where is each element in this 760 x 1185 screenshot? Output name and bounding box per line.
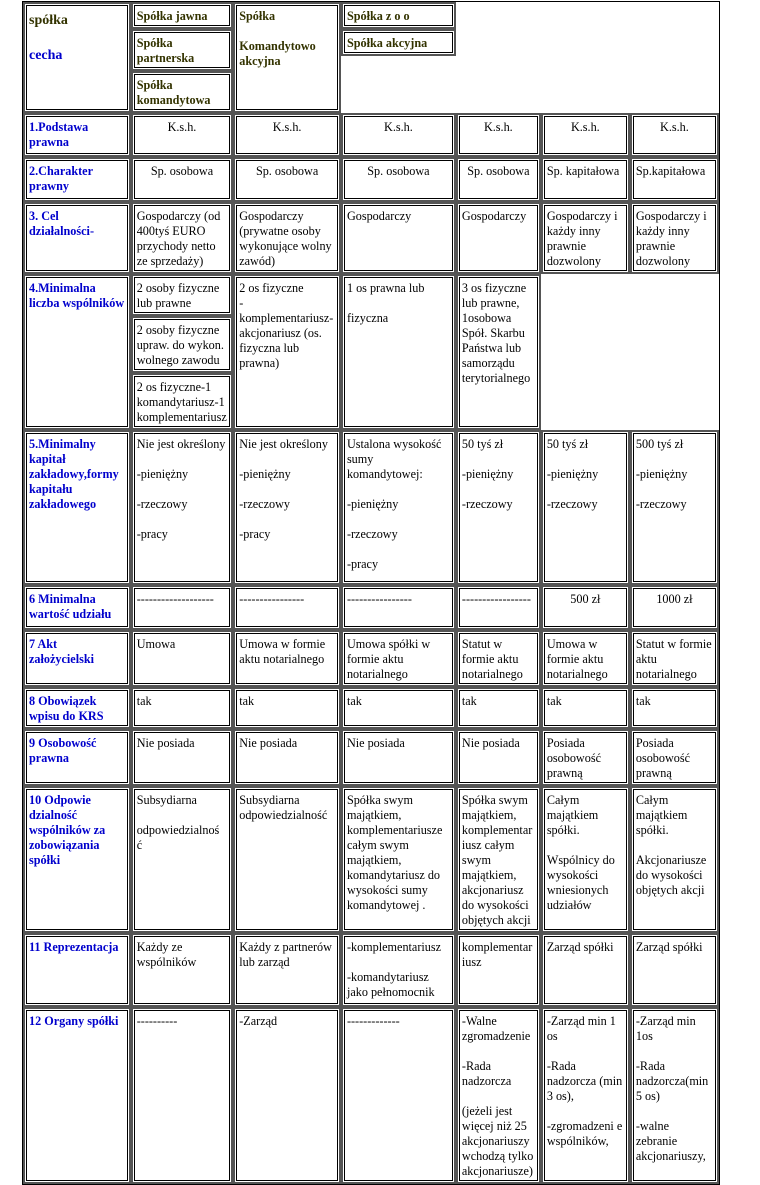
row-header: 7 Akt założycielski [23, 630, 131, 687]
table-cell [456, 274, 541, 430]
table-cell: ------------- [341, 1007, 456, 1184]
table-cell: komplementariusz [456, 933, 541, 1007]
table-cell: -Zarząd [233, 1007, 341, 1184]
table-row [23, 933, 719, 1007]
table-cell [341, 274, 456, 430]
table-cell: Posiada osobowość prawną [630, 729, 719, 786]
table-cell: Umowa spółki w formie aktu notarialnego [341, 630, 456, 687]
table-cell: Gospodarczy [456, 202, 541, 274]
row-header: 3. Cel działalności- [23, 202, 131, 274]
table-cell [541, 786, 630, 933]
table-cell: Gospodarczy i każdy inny prawnie dozwolony [630, 202, 719, 274]
corner-top-label: spółka [29, 13, 68, 28]
table-cell: ---------- [131, 1007, 234, 1184]
cell-text: -Zarząd min 1 os -Rada nadzorcza (min 3 os), -zgromadzeni e wspólników, [546, 1014, 623, 1148]
cell-text: 3 os fizyczne lub prawne, 1osobowa Spół. Skarbu Państwa lub samorządu terytorialnego [461, 281, 531, 385]
row-header: 4.Minimalna liczba wspólników [23, 274, 131, 430]
table-cell: K.s.h. [630, 113, 719, 157]
table-cell: Umowa w formie aktu notarialnego [541, 630, 630, 687]
table-cell: 2 osoby fizyczne lub prawne [131, 274, 234, 316]
table-cell: K.s.h. [456, 113, 541, 157]
table-cell: Gospodarczy (prywatne osoby wykonujące wolny zawód) [233, 202, 341, 274]
cell-text: 1 os prawna lub fizyczna [346, 281, 425, 325]
table-row [23, 585, 719, 630]
corner-cell [23, 2, 131, 113]
row-header: 5.Minimalny kapitał zakładowy,formy kapitału zakładowego [23, 430, 131, 585]
cell-text: Nie jest określony -pieniężny -rzeczowy -pracy [136, 437, 226, 541]
column-header: Spółka akcyjna [341, 29, 456, 56]
table-cell: Statut w formie aktu notarialnego [630, 630, 719, 687]
row-header: 2.Charakter prawny [23, 157, 131, 202]
table-cell: ----------------- [456, 585, 541, 630]
table-cell: Sp.kapitałowa [630, 157, 719, 202]
table-cell: 2 osoby fizyczne upraw. do wykon. wolnego zawodu [131, 316, 234, 373]
table-cell [630, 1007, 719, 1184]
table-cell: 1000 zł [630, 585, 719, 630]
table-cell: ------------------- [131, 585, 234, 630]
table-row [23, 729, 719, 786]
table-cell [541, 1007, 630, 1184]
table-cell: tak [541, 687, 630, 729]
table-cell: tak [341, 687, 456, 729]
table-cell: Gospodarczy i każdy inny prawnie dozwolony [541, 202, 630, 274]
table-cell [131, 786, 234, 933]
table-cell: tak [630, 687, 719, 729]
cell-text: 50 tyś zł -pieniężny -rzeczowy [546, 437, 599, 511]
cell-text: -Zarząd min 1os -Rada nadzorcza(min 5 os) -walne zebranie akcjonariuszy, [635, 1014, 709, 1163]
column-header: Spółka komandytowa [131, 71, 234, 113]
table-row [23, 202, 719, 274]
table-cell [131, 430, 234, 585]
table-cell: Gospodarczy (od 400tyś EURO przychody netto ze sprzedaży) [131, 202, 234, 274]
table-cell: K.s.h. [131, 113, 234, 157]
cell-text: -komplementariusz -komandytariusz jako pełnomocnik [346, 940, 442, 999]
table-cell: Sp. kapitałowa [541, 157, 630, 202]
table-cell: Statut w formie aktu notarialnego [456, 630, 541, 687]
table-cell: tak [233, 687, 341, 729]
row-header: 8 Obowiązek wpisu do KRS [23, 687, 131, 729]
table-cell: Umowa [131, 630, 234, 687]
table-cell: Zarząd spółki [630, 933, 719, 1007]
cell-text: Całym majątkiem spółki. Wspólnicy do wysokości wniesionych udziałów [546, 793, 615, 912]
table-cell: Subsydiarna odpowiedzialność [233, 786, 341, 933]
table-row [23, 274, 719, 430]
cell-text: -Walne zgromadzenie -Rada nadzorcza (jeżeli jest więcej niż 25 akcjonariuszy wchodzą tylko akcjonariusze) [461, 1014, 534, 1178]
cell-text: Ustalona wysokość sumy komandytowej: -pieniężny -rzeczowy -pracy [346, 437, 442, 571]
table-cell: Spółka swym majątkiem, komplementariusz całym swym majątkiem, akcjonariusz do wysokości objętych akcji [456, 786, 541, 933]
column-header: Spółka jawna [131, 2, 234, 29]
table-cell: Spółka swym majątkiem, komplementariusze całym swym majątkiem, komandytariusz do wysokości sumy komandytowej . [341, 786, 456, 933]
table-cell [233, 430, 341, 585]
table-cell [630, 430, 719, 585]
row-header: 9 Osobowość prawna [23, 729, 131, 786]
table-cell [456, 430, 541, 585]
table-row [23, 687, 719, 729]
corner-bottom-label: cecha [29, 48, 63, 63]
table-cell: Nie posiada [456, 729, 541, 786]
table-cell: Sp. osobowa [456, 157, 541, 202]
table-cell: Nie posiada [341, 729, 456, 786]
company-comparison-table [22, 1, 720, 1185]
table-cell: Gospodarczy [341, 202, 456, 274]
table-row [23, 630, 719, 687]
table-cell: Nie posiada [233, 729, 341, 786]
cell-text: Subsydiarna odpowiedzialnoś ć [136, 793, 220, 852]
table-cell: K.s.h. [341, 113, 456, 157]
table-cell: tak [131, 687, 234, 729]
row-header: 11 Reprezentacja [23, 933, 131, 1007]
cell-text: 2 os fizyczne -komplementariusz-akcjonariusz (os. fizyczna lub prawna) [239, 281, 334, 370]
table-cell [630, 786, 719, 933]
header-row [23, 2, 719, 113]
table-row [23, 786, 719, 933]
table-cell: ---------------- [341, 585, 456, 630]
table-cell [541, 430, 630, 585]
table-row [23, 113, 719, 157]
table-cell: Zarząd spółki [541, 933, 630, 1007]
table-cell: Sp. osobowa [233, 157, 341, 202]
row-header: 1.Podstawa prawna [23, 113, 131, 157]
table-row [23, 157, 719, 202]
table-cell: Nie posiada [131, 729, 234, 786]
cell-text: 500 tyś zł -pieniężny -rzeczowy [635, 437, 688, 511]
table-cell: Sp. osobowa [131, 157, 234, 202]
table-cell: ---------------- [233, 585, 341, 630]
table-cell [233, 274, 341, 430]
table-cell: Sp. osobowa [341, 157, 456, 202]
table-cell [341, 430, 456, 585]
table-row [23, 430, 719, 585]
table-cell: 500 zł [541, 585, 630, 630]
table-cell: K.s.h. [233, 113, 341, 157]
cell-text: Nie jest określony -pieniężny -rzeczowy -pracy [239, 437, 328, 541]
row-header: 10 Odpowie dzialność wspólników za zobowiązania spółki [23, 786, 131, 933]
table-row [23, 1007, 719, 1184]
row-header: 12 Organy spółki [23, 1007, 131, 1184]
table-cell: Każdy ze wspólników [131, 933, 234, 1007]
column-header: Spółka partnerska [131, 29, 234, 71]
cell-text: 50 tyś zł -pieniężny -rzeczowy [461, 437, 514, 511]
column-header-text: Spółka Komandytowo akcyjna [239, 9, 316, 68]
table-cell: Posiada osobowość prawną [541, 729, 630, 786]
column-header: Spółka z o o [341, 2, 456, 29]
table-cell: Umowa w formie aktu notarialnego [233, 630, 341, 687]
table-cell: 2 os fizyczne-1 komandytariusz-1 komplementariusz [131, 373, 234, 430]
table-cell: Każdy z partnerów lub zarząd [233, 933, 341, 1007]
row-header: 6 Minimalna wartość udziału [23, 585, 131, 630]
table-cell [456, 1007, 541, 1184]
column-header [233, 2, 341, 113]
table-cell: tak [456, 687, 541, 729]
table-cell [341, 933, 456, 1007]
table-cell: K.s.h. [541, 113, 630, 157]
cell-text: Całym majątkiem spółki. Akcjonariusze do wysokości objętych akcji [635, 793, 707, 897]
